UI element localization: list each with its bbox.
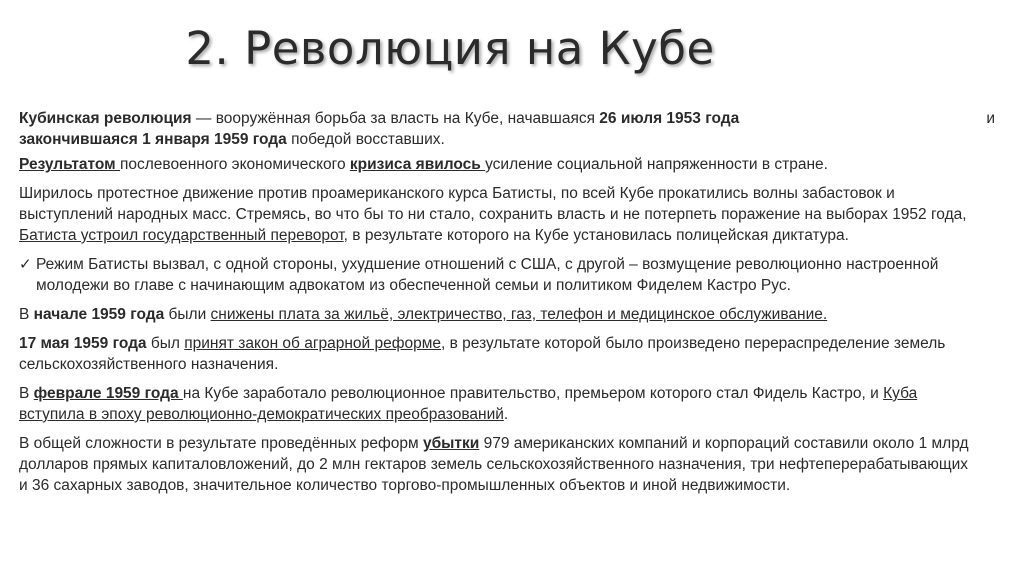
checkmark-icon: ✓ — [19, 256, 32, 273]
result-crisis: кризиса явилось — [349, 156, 486, 173]
agrarian-law: принят закон об аграрной реформе — [184, 335, 442, 352]
bullet-regime — [19, 254, 979, 296]
protest-text-1: Ширилось протестное движение против проамериканского курса Батисты, по всей Кубе прокатились волны забастовок и выступлений народных масс. Стремясь, во что бы то ни стало, сохранить власть и не потерпеть поражение на выборах 1952 года, — [19, 185, 967, 223]
losses-text-1: В общей сложности в результате проведённых реформ — [19, 435, 423, 452]
early-measures: снижены плата за жильё, электричество, газ, телефон и медицинское обслуживание. — [210, 306, 828, 323]
losses-text-2: 979 американских компаний и корпораций составили около 1 млрд долларов прямых капиталовложений, до 2 млн гектаров земель сельскохозяйственного назначения, три нефтеперерабатывающих и 36 сахарных заводов, значительное количество торгово-промышленных объектов и иной недвижимости. — [19, 435, 969, 494]
intro-conjunction: и — [986, 110, 995, 127]
regime-text: Режим Батисты вызвал, с одной стороны, ухудшение отношений с США, с другой – возмущение революционно настроенной молодежи во главе с начинающим адвокатом из обеспеченной семьи и политиком Фиделем Кастро Рус. — [36, 256, 939, 294]
gov-transformations: Куба вступила в эпоху революционно-демократических преобразований — [19, 385, 918, 423]
slide-title: 2. Революция на Кубе — [185, 22, 715, 75]
intro-outcome: победой восставших. — [286, 131, 445, 148]
intro-line — [19, 108, 995, 129]
gov-text-3: . — [503, 406, 509, 423]
intro-end-date: закончившаяся 1 января 1959 года — [19, 131, 287, 148]
result-text-2: усиление социальной напряженности в стране. — [485, 156, 828, 173]
gov-text-2: на Кубе заработало революционное правительство, премьером которого стал Фидель Кастро, и — [182, 385, 884, 402]
paragraph-agrarian — [19, 333, 979, 375]
gov-text-1: В — [19, 385, 34, 402]
intro-start-date: 26 июля 1953 года — [599, 110, 740, 127]
agrarian-text-2: , в результате которой было произведено перераспределение земель сельскохозяйственного назначения. — [19, 335, 946, 373]
result-keyword: Результатом — [19, 156, 120, 173]
losses-keyword: убытки — [422, 435, 480, 452]
result-text-1: послевоенного экономического — [119, 156, 350, 173]
early-text-1: В — [19, 306, 34, 323]
paragraph-government — [19, 383, 979, 425]
gov-date: феврале 1959 года — [33, 385, 183, 402]
early-date: начале 1959 года — [33, 306, 165, 323]
protest-coup: Батиста устроил государственный переворот — [19, 227, 344, 244]
paragraph-result — [19, 154, 979, 175]
intro-text: — вооружённая борьба за власть на Кубе, начавшаяся — [191, 110, 600, 127]
agrarian-date: 17 мая 1959 года — [19, 335, 147, 352]
protest-text-2: , в результате которого на Кубе установилась полицейская диктатура. — [343, 227, 849, 244]
early-text-2: были — [164, 306, 211, 323]
slide-body — [19, 108, 995, 504]
paragraph-intro — [19, 108, 995, 150]
intro-term: Кубинская революция — [19, 110, 192, 127]
agrarian-text-1: был — [146, 335, 185, 352]
paragraph-protest — [19, 183, 979, 246]
paragraph-losses — [19, 433, 979, 496]
paragraph-early-1959 — [19, 304, 979, 325]
